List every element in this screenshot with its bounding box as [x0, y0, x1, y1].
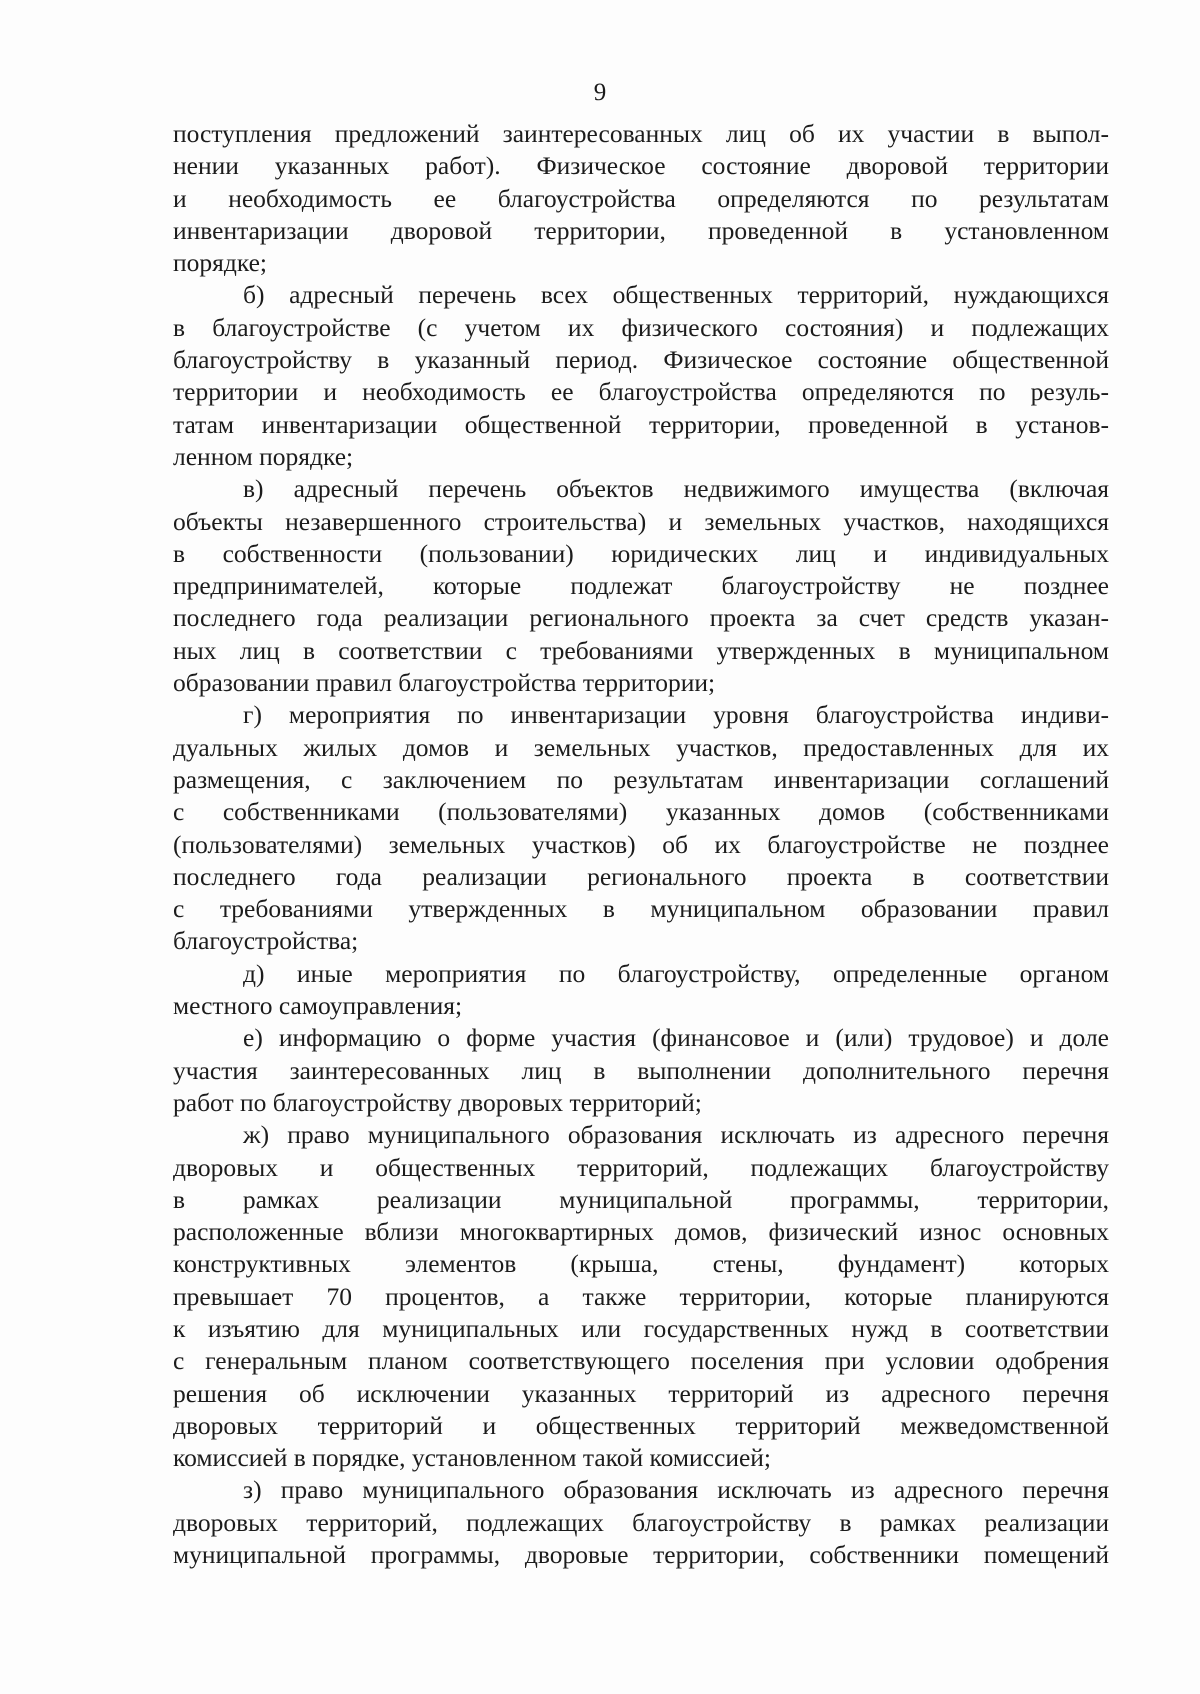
- text-line: в) адресный перечень объектов недвижимого имущества (включая: [243, 474, 1109, 504]
- text-line: в благоустройстве (с учетом их физического состояния) и подлежащих: [173, 312, 1109, 342]
- text-line: комиссией в порядке, установленном такой комиссией;: [173, 1443, 772, 1473]
- paragraph: [173, 473, 1109, 699]
- paragraph: [173, 699, 1109, 957]
- document-body: [173, 118, 1109, 1571]
- text-line: ленном порядке;: [173, 441, 354, 471]
- text-line: (пользователями) земельных участков) об их благоустройстве не позднее: [173, 829, 1109, 859]
- text-line: ных лиц в соответствии с требованиями утвержденных в муниципальном: [173, 635, 1109, 665]
- text-line: ж) право муниципального образования исключать из адресного перечня: [243, 1120, 1109, 1150]
- text-line: дворовых и общественных территорий, подлежащих благоустройству: [173, 1152, 1109, 1182]
- text-line: инвентаризации дворовой территории, проведенной в установленном: [173, 215, 1109, 245]
- page-number: 9: [593, 79, 607, 106]
- text-line: муниципальной программы, дворовые территории, собственники помещений: [173, 1540, 1109, 1570]
- text-line: участия заинтересованных лиц в выполнении дополнительного перечня: [173, 1055, 1109, 1085]
- text-line: дворовых территорий, подлежащих благоустройству в рамках реализации: [173, 1507, 1109, 1537]
- text-line: порядке;: [173, 248, 268, 278]
- paragraph: [173, 1022, 1109, 1119]
- paragraph: [173, 279, 1109, 473]
- text-line: образовании правил благоустройства территории;: [173, 668, 716, 698]
- text-line: последнего года реализации регионального проекта в соответствии: [173, 861, 1109, 891]
- text-line: з) право муниципального образования исключать из адресного перечня: [243, 1475, 1109, 1505]
- text-line: в рамках реализации муниципальной программы, территории,: [173, 1184, 1109, 1214]
- text-line: расположенные вблизи многоквартирных домов, физический износ основных: [173, 1217, 1109, 1247]
- text-line: местного самоуправления;: [173, 991, 463, 1021]
- text-line: е) информацию о форме участия (финансовое и (или) трудовое) и доле: [243, 1023, 1109, 1053]
- paragraph: [173, 1474, 1109, 1571]
- paragraph: [173, 1119, 1109, 1474]
- text-line: в собственности (пользовании) юридических лиц и индивидуальных: [173, 538, 1109, 568]
- paragraph: [173, 118, 1109, 279]
- text-line: с требованиями утвержденных в муниципальном образовании правил: [173, 894, 1109, 924]
- text-line: и необходимость ее благоустройства определяются по результатам: [173, 183, 1109, 213]
- text-line: размещения, с заключением по результатам инвентаризации соглашений: [173, 764, 1109, 794]
- text-line: татам инвентаризации общественной территории, проведенной в установ-: [173, 409, 1109, 439]
- text-line: предпринимателей, которые подлежат благоустройству не позднее: [173, 571, 1109, 601]
- text-line: д) иные мероприятия по благоустройству, определенные органом: [243, 958, 1109, 988]
- text-line: последнего года реализации регионального проекта за счет средств указан-: [173, 603, 1109, 633]
- text-line: решения об исключении указанных территорий из адресного перечня: [173, 1378, 1109, 1408]
- text-line: с собственниками (пользователями) указанных домов (собственниками: [173, 797, 1109, 827]
- text-line: к изъятию для муниципальных или государственных нужд в соответствии: [173, 1313, 1109, 1343]
- text-line: б) адресный перечень всех общественных территорий, нуждающихся: [243, 280, 1109, 310]
- text-line: нении указанных работ). Физическое состояние дворовой территории: [173, 151, 1109, 181]
- text-line: дуальных жилых домов и земельных участков, предоставленных для их: [173, 732, 1109, 762]
- text-line: дворовых территорий и общественных территорий межведомственной: [173, 1410, 1109, 1440]
- text-line: территории и необходимость ее благоустройства определяются по резуль-: [173, 377, 1109, 407]
- text-line: с генеральным планом соответствующего поселения при условии одобрения: [173, 1346, 1109, 1376]
- text-line: конструктивных элементов (крыша, стены, фундамент) которых: [173, 1249, 1109, 1279]
- text-line: благоустройству в указанный период. Физическое состояние общественной: [173, 345, 1109, 375]
- text-line: работ по благоустройству дворовых территорий;: [173, 1087, 702, 1117]
- text-line: превышает 70 процентов, а также территории, которые планируются: [173, 1281, 1109, 1311]
- text-line: поступления предложений заинтересованных лиц об их участии в выпол-: [173, 119, 1109, 148]
- text-line: г) мероприятия по инвентаризации уровня благоустройства индиви-: [243, 700, 1109, 730]
- paragraph: [173, 958, 1109, 1023]
- text-line: объекты незавершенного строительства) и земельных участков, находящихся: [173, 506, 1109, 536]
- text-line: благоустройства;: [173, 926, 359, 956]
